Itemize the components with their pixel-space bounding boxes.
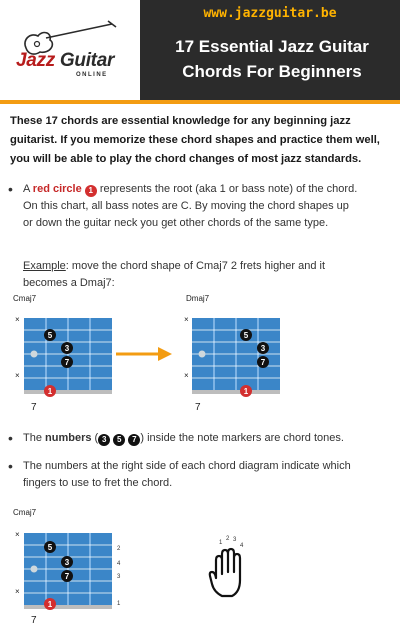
finger-number: 2 [117,546,121,552]
diagram2-muted-top: × [184,315,189,324]
marker-5: 5 [47,331,53,340]
logo[interactable] [0,0,140,100]
marker-root: 1 [243,387,249,396]
diagram1-name: Cmaj7 [13,294,37,303]
marker-3: 3 [64,558,70,567]
bullet3-line1: The numbers at the right side of each chord diagram indicate which [23,460,351,472]
page-header [0,0,400,100]
diagram2-fret: 7 [195,402,201,413]
diagram1-fret: 7 [31,402,37,413]
title-line-1: 17 Essential Jazz Guitar [175,37,369,56]
hand-finger-4: 4 [240,543,244,549]
title-line-2: Chords For Beginners [182,62,362,81]
diagram1-muted-top: × [15,315,20,324]
bullet1-prefix: A [23,183,33,195]
marker-3: 3 [64,344,70,353]
hand-finger-1: 1 [219,540,223,546]
hand-finger-3: 3 [233,537,237,543]
diagram2-name: Dmaj7 [186,294,210,303]
marker-7: 7 [64,358,70,367]
marker-5: 5 [243,331,249,340]
logo-wordmark [16,50,114,72]
marker-3: 3 [260,344,266,353]
example-line1: : move the chord shape of Cmaj7 2 frets higher and it [65,260,326,272]
marker-7: 7 [260,358,266,367]
example-label: Example [23,260,66,272]
hand-icon [208,548,250,600]
chord-diagram-cmaj7 [24,318,112,398]
example-text [23,258,383,292]
finger-number: 4 [117,561,121,567]
tone-marker-5: 5 [113,434,125,446]
tone-marker-7: 7 [128,434,140,446]
hand-finger-2: 2 [226,536,230,542]
arrow-right-icon [116,347,172,361]
bullet2-open: ( [91,432,99,444]
bullet-dot: • [8,181,13,197]
logo-jazz: Jazz [16,50,55,71]
chord-diagram-cmaj7-fingers [24,533,112,613]
diagram1-muted-bottom: × [15,371,20,380]
bullet-text [23,458,383,492]
diagram3-muted-bottom: × [15,587,20,596]
bullet-text [23,430,383,447]
marker-7: 7 [64,572,70,581]
bullet2-rest: ) inside the note markers are chord tones. [140,432,344,444]
tone-marker-3: 3 [98,434,110,446]
logo-online: ONLINE [76,72,108,78]
red-circle-label: red circle [32,183,82,195]
header-divider [0,100,400,104]
bullet2-prefix: The [23,432,46,444]
finger-number: 1 [117,601,121,607]
example-line2: becomes a Dmaj7: [23,277,115,289]
marker-5: 5 [47,543,53,552]
bullet1-line1: represents the root (aka 1 or bass note) of the chord. [96,183,358,195]
chord-diagram-dmaj7 [192,318,280,398]
intro-paragraph: These 17 chords are essential knowledge for any beginning jazz guitarist. If you memorize these chord shapes and practice them well, you will be able to play the chord changes of most jazz standards. [10,115,380,165]
diagram3-name: Cmaj7 [13,508,37,517]
finger-number: 3 [117,574,121,580]
site-url[interactable]: www.jazzguitar.be [203,6,337,21]
numbers-label: numbers [45,432,92,444]
bullet1-line2: On this chart, all bass notes are C. By moving the chord shapes up [23,200,349,212]
logo-guitar: Guitar [59,50,115,71]
marker-root: 1 [47,387,53,396]
bullet-dot: • [8,430,13,446]
bullet1-line3: or down the guitar neck you get other chords of the same type. [23,217,329,229]
page-title [150,34,394,84]
diagram2-muted-bottom: × [184,371,189,380]
bullet3-line2: fingers to use to fret the chord. [23,477,173,489]
diagram3-muted-top: × [15,530,20,539]
root-marker-example: 1 [85,185,97,197]
diagram3-fret: 7 [31,615,37,626]
bullet-text [23,181,383,232]
marker-root: 1 [47,600,53,609]
bullet-dot: • [8,458,13,474]
